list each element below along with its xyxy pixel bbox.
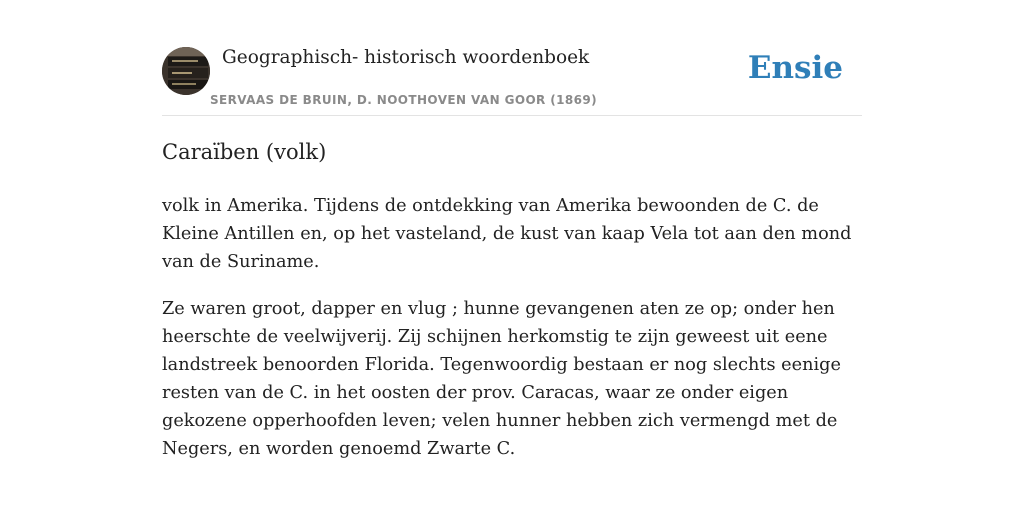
dictionary-header [162,46,862,116]
entry-paragraph: volk in Amerika. Tijdens de ontdekking van Amerika bewoonden de C. de Kleine Antillen en, op het vasteland, de kust van kaap Vela tot aan den mond van de Suriname. [162,196,852,272]
entry-body [162,192,862,482]
entry-paragraph: Ze waren groot, dapper en vlug ; hunne gevangenen aten ze op; onder hen heerschte de veelwijverij. Zij schijnen herkomstig te zijn geweest uit eene landstreek benoorden Florida. Tegenwoordig bestaan er nog slechts eenige resten van de C. in het oosten der prov. Caracas, waar ze onder eigen gekozene opperhoofden leven; velen hunner hebben zich vermengd met de Negers, en worden genoemd Zwarte C. [162,299,841,459]
book-title[interactable]: Geographisch- historisch woordenboek [222,47,590,68]
book-authors: SERVAAS DE BRUIN, D. NOOTHOVEN VAN GOOR (1869) [210,93,598,107]
book-cover-avatar-icon[interactable] [162,47,210,95]
entry-title: Caraïben (volk) [162,140,327,164]
ensie-logo-link[interactable]: Ensie [747,50,843,86]
